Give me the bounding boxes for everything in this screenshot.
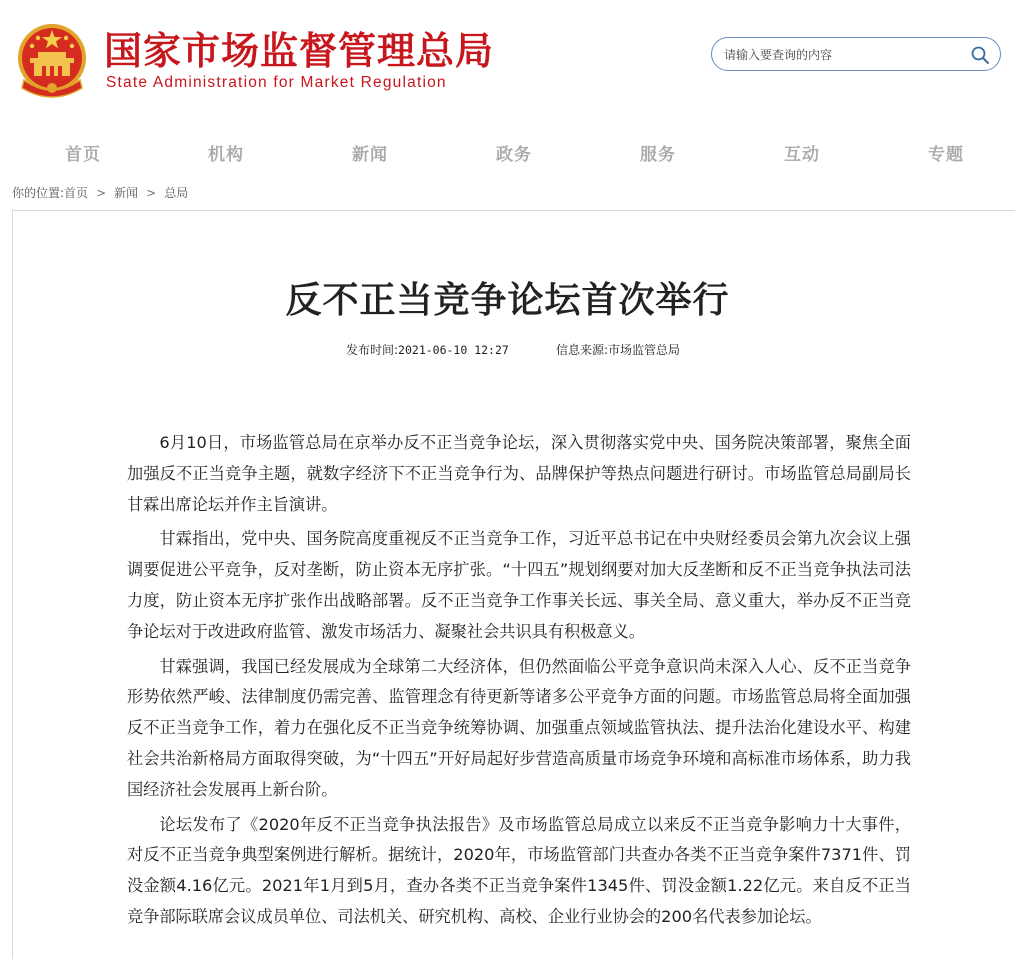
breadcrumb-prefix: 你的位置:: [12, 186, 65, 200]
article-paragraph: 论坛发布了《2020年反不正当竞争执法报告》及市场监管总局成立以来反不正当竞争影响力十大事件，对反不正当竞争典型案例进行解析。据统计，2020年，市场监管部门共查办各类不正当竞争案件7371件、罚没金额4.16亿元。2021年1月到5月，查办各类不正当竞争案件1345件、罚没金额1.22亿元。来自反不正当竞争部际联席会议成员单位、司法机关、研究机构、高校、企业行业协会的200名代表参加论坛。: [127, 814, 911, 926]
article-paragraph: 甘霖指出，党中央、国务院高度重视反不正当竞争工作，习近平总书记在中央财经委员会第九次会议上强调要促进公平竞争，反对垄断，防止资本无序扩张。“十四五”规划纲要对加大反垄断和反不正当竞争执法司法力度，防止资本无序扩张作出战略部署。反不正当竞争工作事关长远、事关全局、意义重大，举办反不正当竞争论坛对于改进政府监管、激发市场活力、凝聚社会共识具有积极意义。: [127, 529, 911, 641]
breadcrumb-headquarters[interactable]: 总局: [164, 186, 189, 200]
breadcrumb: [12, 184, 188, 201]
nav-item-news[interactable]: 新闻: [352, 145, 388, 165]
article-paragraph: 6月10日，市场监管总局在京举办反不正当竞争论坛，深入贯彻落实党中央、国务院决策部署，聚焦全面加强反不正当竞争主题，就数字经济下不正当竞争行为、品牌保护等热点问题进行研讨。市场监管总局副局长甘霖出席论坛并作主旨演讲。: [127, 433, 911, 514]
breadcrumb-separator: >: [146, 186, 157, 200]
article-title: 反不正当竞争论坛首次举行: [285, 280, 730, 321]
publish-time-value: 2021-06-10 12:27: [398, 343, 509, 357]
search-input[interactable]: [722, 43, 966, 67]
national-emblem-icon[interactable]: [16, 22, 88, 98]
info-source: [556, 341, 680, 358]
nav-item-home[interactable]: 首页: [65, 145, 101, 165]
breadcrumb-news[interactable]: 新闻: [114, 186, 139, 200]
info-source-label: 信息来源:: [556, 343, 609, 357]
search-icon[interactable]: [970, 45, 990, 65]
nav-item-topics[interactable]: 专题: [928, 145, 964, 165]
nav-item-interaction[interactable]: 互动: [784, 145, 820, 165]
main-nav: [0, 130, 1015, 172]
nav-item-government-affairs[interactable]: 政务: [496, 145, 532, 165]
nav-item-organization[interactable]: 机构: [208, 145, 244, 165]
site-header: [0, 0, 1015, 110]
search-box: [711, 37, 1001, 71]
article-paragraph: 甘霖强调，我国已经发展成为全球第二大经济体，但仍然面临公平竞争意识尚未深入人心、反不正当竞争形势依然严峻、法律制度仍需完善、监管理念有待更新等诸多公平竞争方面的问题。市场监管总局将全面加强反不正当竞争工作，着力在强化反不正当竞争统筹协调、加强重点领域监管执法、提升法治化建设水平、构建社会共治新格局方面取得突破，为“十四五”开好局起好步营造高质量市场竞争环境和高标准市场体系，助力我国经济社会发展再上新台阶。: [127, 656, 911, 799]
info-source-value: 市场监管总局: [608, 343, 681, 357]
article-body: [127, 428, 911, 937]
breadcrumb-home[interactable]: 首页: [64, 186, 89, 200]
site-title-cn: 国家市场监督管理总局: [104, 29, 495, 73]
site-title-en: State Administration for Market Regulation: [106, 74, 447, 91]
nav-item-services[interactable]: 服务: [640, 145, 676, 165]
breadcrumb-separator: >: [96, 186, 107, 200]
publish-time-label: 发布时间:: [346, 343, 399, 357]
publish-time: [346, 341, 509, 358]
